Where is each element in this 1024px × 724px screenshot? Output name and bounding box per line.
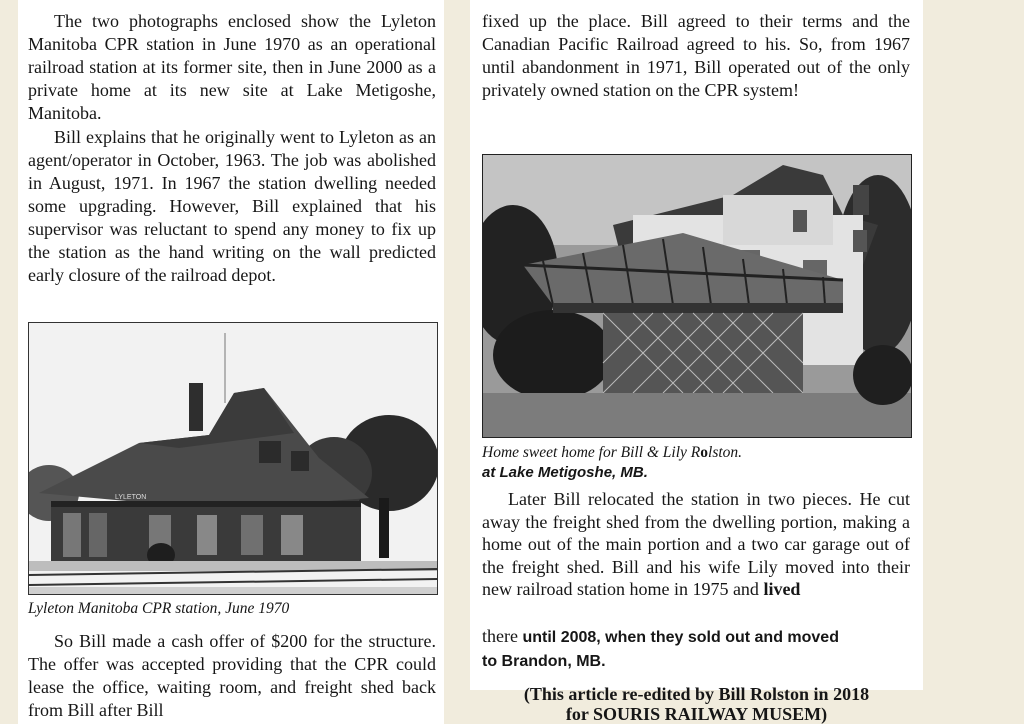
- left-paragraph-2: Bill explains that he originally went to Lyleton as an agent/operator in October, 1963. The job was abolished in August, 1971. In 1967 the station dwelling needed some upgrading. However, Bill explained that his supervisor was reluctant to spend any money to fix up the station as the hand writing on the wall predicted early closure of the railroad depot.: [28, 127, 436, 285]
- right-paragraph-1: fixed up the place. Bill agreed to their terms and the Canadian Pacific Railroad agreed to his. So, from 1967 until abandonment in 1971, Bill operated out of the only privately owned station on the CPR system!: [482, 11, 910, 100]
- station-photo-caption: Lyleton Manitoba CPR station, June 1970: [28, 600, 290, 617]
- home-caption-bold-letter: o: [700, 444, 709, 461]
- home-caption-part-2: lston.: [708, 444, 743, 461]
- left-paragraph-3: So Bill made a cash offer of $200 for the structure. The offer was accepted providing that the CPR could lease the office, waiting room, and freight shed back from Bill after Bill: [28, 631, 436, 720]
- footer-line-2: for SOURIS RAILWAY MUSEM): [565, 704, 828, 724]
- right-paragraph-2-bold-lived: lived: [763, 579, 801, 599]
- home-photo-graphic: [483, 155, 911, 437]
- footer-note: [470, 684, 923, 724]
- right-column: [470, 0, 923, 690]
- home-caption-part-1: Home sweet home for Bill & Lily R: [482, 444, 701, 461]
- right-paragraph-2-text: Later Bill relocated the station in two pieces. He cut away the freight shed from the dwelling portion, making a home out of the main portion and a two car garage out of the freight shed. Bill and his wife Lily moved into their new railroad station home in 1975 and: [482, 489, 910, 599]
- lake-metigoshe-home-photo: [482, 154, 912, 438]
- home-photo-caption: [482, 444, 742, 462]
- right-paragraph-2: [482, 488, 910, 601]
- left-paragraph-1: The two photographs enclosed show the Lyleton Manitoba CPR station in June 1970 as an operational railroad station at its former site, then in June 2000 as a private home at its new site at Lake Metigoshe, Manitoba.: [28, 11, 436, 123]
- station-sign: LYLETON: [115, 494, 147, 501]
- right-paragraph-2-bold-brandon: to Brandon, MB.: [482, 653, 606, 670]
- lyleton-station-photo: [28, 322, 438, 595]
- right-paragraph-2-there: there: [482, 626, 518, 646]
- left-column: [18, 0, 444, 724]
- right-paragraph-2-continued: [482, 625, 910, 673]
- station-photo-graphic: [29, 323, 437, 594]
- right-paragraph-2-bold-until: until 2008, when they sold out and moved: [522, 629, 839, 646]
- home-caption-location: at Lake Metigoshe, MB.: [482, 464, 648, 481]
- footer-line-1: (This article re-edited by Bill Rolston in 2018: [523, 684, 870, 704]
